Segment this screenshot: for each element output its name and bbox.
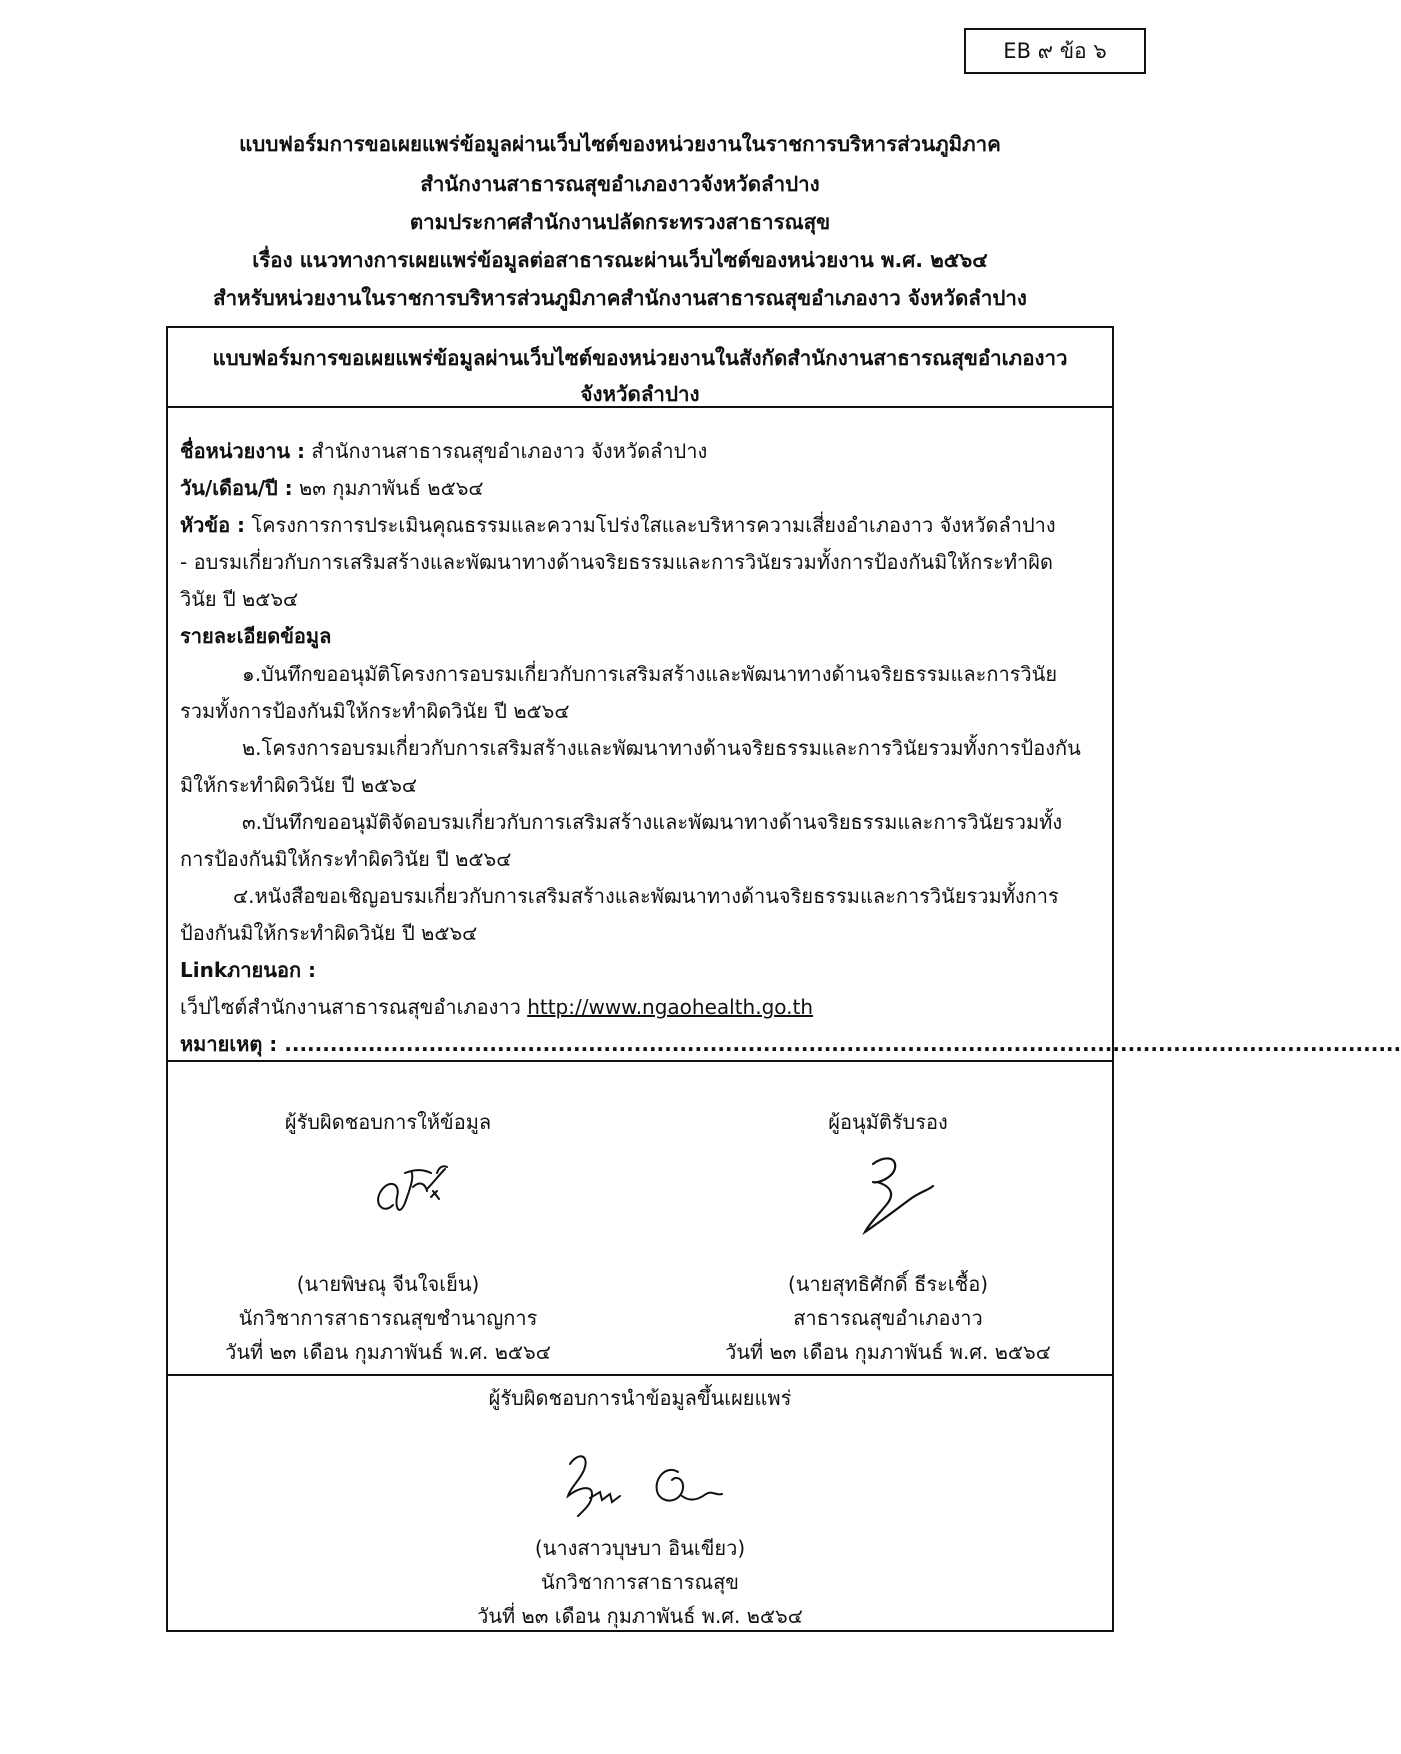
sig-bottom-name: (นางสาวบุษบา อินเขียว) [534, 1536, 746, 1560]
date-label: วัน/เดือน/ปี : [180, 476, 293, 500]
topic-line-2: - อบรมเกี่ยวกับการเสริมสร้างและพัฒนาทางด้านจริยธรรมและการวินัยรวมทั้งการป้องกันมิให้กระทำผิด [180, 550, 1053, 574]
topic-value: โครงการการประเมินคุณธรรมและความโปร่งใสและบริหารความเสี่ยงอำเภองาว จังหวัดลำปาง [245, 513, 1056, 537]
signature-bottom-image [548, 1444, 758, 1524]
website-link[interactable]: http://www.ngaohealth.go.th [527, 995, 814, 1019]
divider-signatures [168, 1060, 1112, 1062]
detail-4-line-2: ป้องกันมิให้กระทำผิดวินัย ปี ๒๕๖๔ [180, 921, 478, 945]
sig-bottom-date: วันที่ ๒๓ เดือน กุมภาพันธ์ พ.ศ. ๒๕๖๔ [477, 1604, 803, 1628]
sig-right-name: (นายสุทธิศักดิ์ ธีระเชื้อ) [787, 1272, 989, 1296]
link-text: เว็ปไซต์สำนักงานสาธารณสุขอำเภองาว [180, 995, 528, 1019]
sig-bottom-position: นักวิชาการสาธารณสุข [541, 1570, 739, 1594]
detail-4-line-1: ๔.หนังสือขอเชิญอบรมเกี่ยวกับการเสริมสร้างและพัฒนาทางด้านจริยธรรมและการวินัยรวมทั้งการ [233, 884, 1059, 908]
detail-3-line-1: ๓.บันทึกขออนุมัติจัดอบรมเกี่ยวกับการเสริมสร้างและพัฒนาทางด้านจริยธรรมและการวินัยรวมทั้ง [242, 810, 1063, 834]
note-row [180, 1028, 1401, 1060]
heading-line-4: เรื่อง แนวทางการเผยแพร่ข้อมูลต่อสาธารณะผ่านเว็บไซต์ของหน่วยงาน พ.ศ. ๒๕๖๔ [252, 248, 988, 272]
sig-left-role: ผู้รับผิดชอบการให้ข้อมูล [284, 1110, 492, 1134]
topic-label: หัวข้อ : [180, 513, 246, 537]
unit-label: ชื่อหน่วยงาน : [180, 439, 306, 463]
sig-left-position: นักวิชาการสาธารณสุขชำนาญการ [238, 1306, 538, 1330]
sig-right-role: ผู้อนุมัติรับรอง [828, 1110, 948, 1134]
sig-right-date: วันที่ ๒๓ เดือน กุมภาพันธ์ พ.ศ. ๒๕๖๔ [725, 1340, 1051, 1364]
topic-row [180, 509, 1056, 541]
date-row [180, 472, 484, 504]
sig-left-name: (นายพิษณุ จีนใจเย็น) [296, 1272, 480, 1296]
form-frame [166, 326, 1401, 1632]
link-row [180, 991, 813, 1023]
heading-line-3: ตามประกาศสำนักงานปลัดกระทรวงสาธารณสุข [409, 210, 831, 234]
date-value: ๒๓ กุมภาพันธ์ ๒๕๖๔ [292, 476, 484, 500]
sig-left-date: วันที่ ๒๓ เดือน กุมภาพันธ์ พ.ศ. ๒๕๖๔ [225, 1340, 551, 1364]
detail-2-line-2: มิให้กระทำผิดวินัย ปี ๒๕๖๔ [180, 773, 418, 797]
heading-line-1: แบบฟอร์มการขอเผยแพร่ข้อมูลผ่านเว็บไซต์ของหน่วยงานในราชการบริหารส่วนภูมิภาค [239, 132, 1001, 156]
detail-2-line-1: ๒.โครงการอบรมเกี่ยวกับการเสริมสร้างและพัฒนาทางด้านจริยธรรมและการวินัยรวมทั้งการป้องกัน [242, 736, 1081, 760]
document-code-box [964, 28, 1146, 74]
note-label: หมายเหตุ : [180, 1032, 278, 1056]
signature-right-image [833, 1142, 953, 1242]
unit-value: สำนักงานสาธารณสุขอำเภองาว จังหวัดลำปาง [305, 439, 708, 463]
divider-bottom [168, 1374, 1112, 1376]
heading-line-5: สำหรับหน่วยงานในราชการบริหารส่วนภูมิภาคสำนักงานสาธารณสุขอำเภองาว จังหวัดลำปาง [213, 286, 1027, 310]
detail-3-line-2: การป้องกันมิให้กระทำผิดวินัย ปี ๒๕๖๔ [180, 847, 512, 871]
heading-line-2: สำนักงานสาธารณสุขอำเภองาวจังหวัดลำปาง [420, 172, 820, 196]
topic-line-3: วินัย ปี ๒๕๖๔ [180, 587, 299, 611]
form-title-line-2: จังหวัดลำปาง [580, 382, 700, 406]
detail-1-line-2: รวมทั้งการป้องกันมิให้กระทำผิดวินัย ปี ๒๕๖๔ [180, 699, 570, 723]
signature-left-image [353, 1143, 463, 1228]
document-code: EB ๙ ข้อ ๖ [1003, 38, 1107, 63]
divider-title [168, 406, 1112, 408]
sig-right-position: สาธารณสุขอำเภองาว [793, 1306, 983, 1330]
form-title-line-1: แบบฟอร์มการขอเผยแพร่ข้อมูลผ่านเว็บไซต์ของหน่วยงานในสังกัดสำนักงานสาธารณสุขอำเภองาว [212, 346, 1068, 370]
detail-heading: รายละเอียดข้อมูล [180, 624, 332, 648]
link-label: Linkภายนอก : [180, 958, 317, 982]
unit-row [180, 435, 707, 467]
note-dots: ................................................................................................................................................... [277, 1032, 1401, 1056]
sig-bottom-role: ผู้รับผิดชอบการนำข้อมูลขึ้นเผยแพร่ [488, 1386, 792, 1410]
detail-1-line-1: ๑.บันทึกขออนุมัติโครงการอบรมเกี่ยวกับการเสริมสร้างและพัฒนาทางด้านจริยธรรมและการวินัย [242, 662, 1058, 686]
